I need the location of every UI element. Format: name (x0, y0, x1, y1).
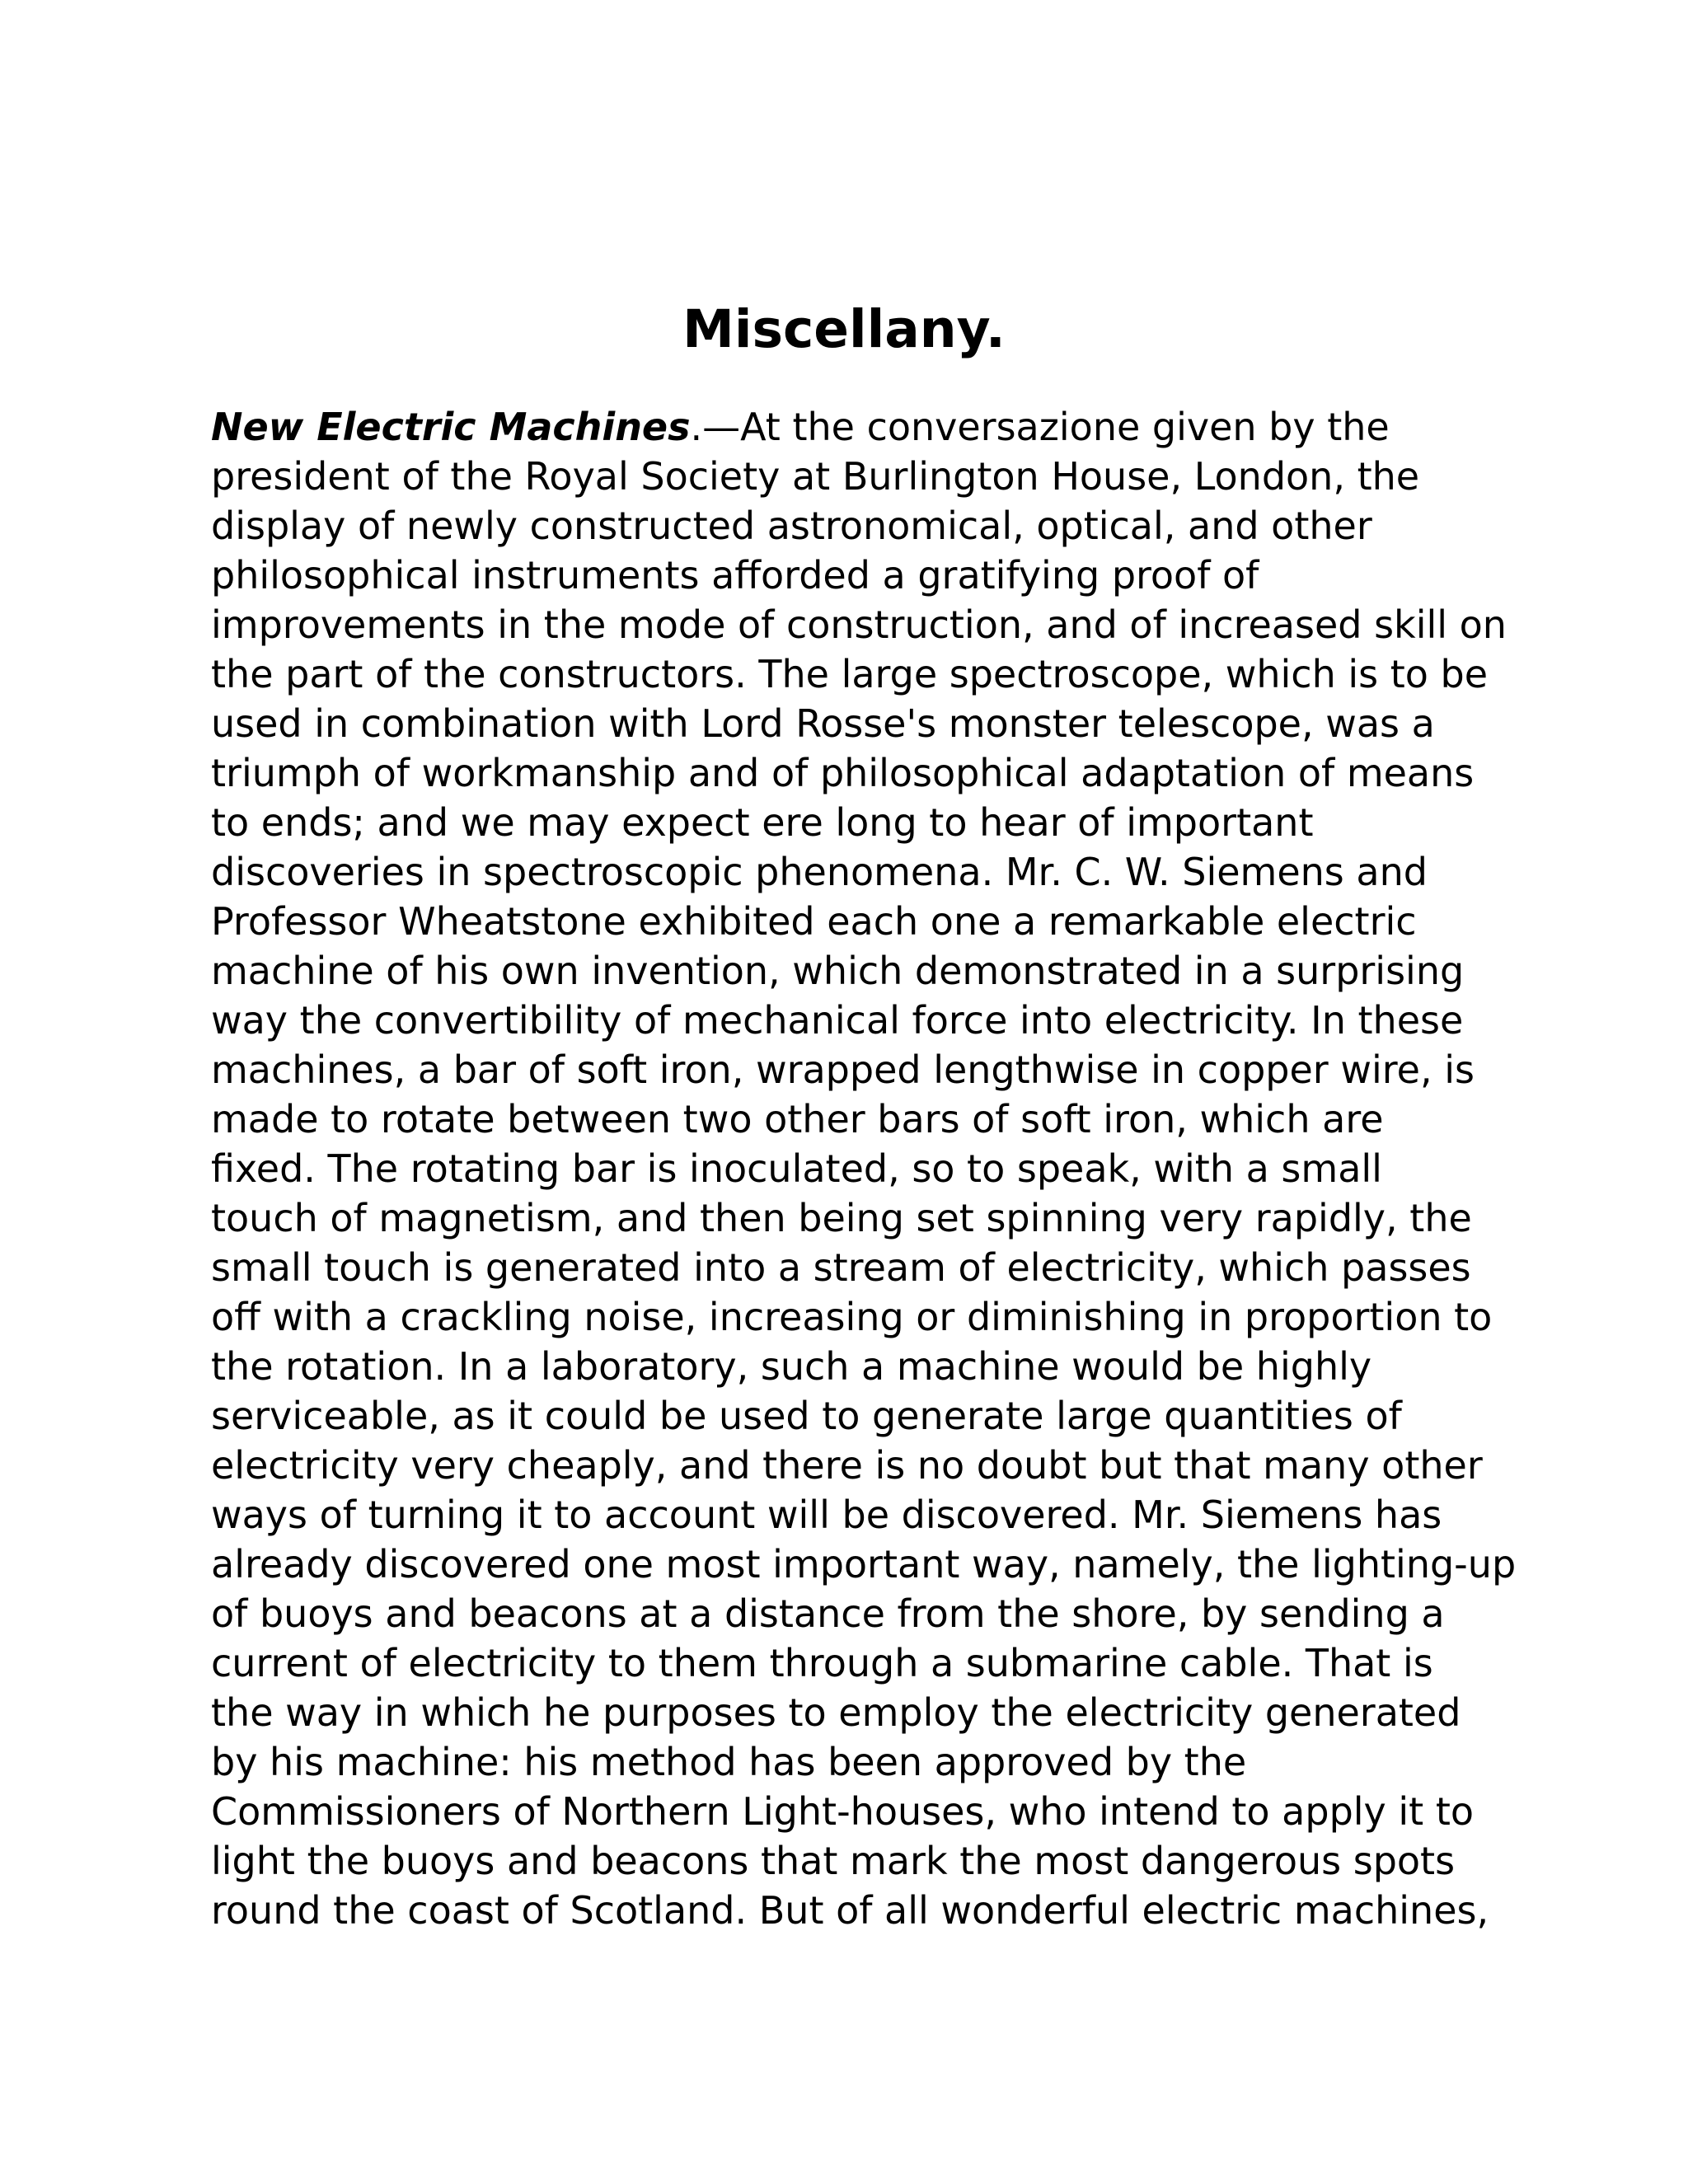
article-line: improvements in the mode of construction, and of increased skill on (211, 602, 1507, 647)
article-line: discoveries in spectroscopic phenomena. Mr. C. W. Siemens and (211, 850, 1428, 894)
article-line: current of electricity to them through a submarine cable. That is (211, 1641, 1433, 1685)
article-line: by his machine: his method has been approved by the (211, 1740, 1247, 1784)
article-line: used in combination with Lord Rosse's monster telescope, was a (211, 701, 1435, 746)
article-line: serviceable, as it could be used to generate large quantities of (211, 1394, 1402, 1438)
article-line: machines, a bar of soft iron, wrapped lengthwise in copper wire, is (211, 1047, 1475, 1092)
article-line: touch of magnetism, and then being set spinning very rapidly, the (211, 1196, 1472, 1240)
article-heading: New Electric Machines (211, 405, 691, 449)
article-line: electricity very cheaply, and there is no doubt but that many other (211, 1443, 1483, 1488)
article-line: president of the Royal Society at Burlington House, London, the (211, 454, 1420, 499)
article-line: philosophical instruments afforded a gratifying proof of (211, 553, 1259, 598)
article-line: triumph of workmanship and of philosophical adaptation of means (211, 751, 1475, 795)
article-line: machine of his own invention, which demonstrated in a surprising (211, 949, 1465, 993)
article-line: to ends; and we may expect ere long to hear of important (211, 800, 1314, 845)
article-line: of buoys and beacons at a distance from the shore, by sending a (211, 1591, 1445, 1636)
article-line: way the convertibility of mechanical force into electricity. In these (211, 998, 1464, 1043)
article-line: the part of the constructors. The large spectroscope, which is to be (211, 652, 1489, 696)
article-line (211, 402, 1497, 452)
article-line: made to rotate between two other bars of soft iron, which are (211, 1097, 1384, 1141)
article-line: display of newly constructed astronomical, optical, and other (211, 504, 1372, 548)
article-line: off with a crackling noise, increasing or diminishing in proportion to (211, 1295, 1493, 1339)
article-line: small touch is generated into a stream of electricity, which passes (211, 1245, 1471, 1290)
article-line: light the buoys and beacons that mark the most dangerous spots (211, 1839, 1456, 1883)
article-line: already discovered one most important way, namely, the lighting-up (211, 1542, 1517, 1586)
article-body (211, 402, 1517, 1935)
article-line: ways of turning it to account will be discovered. Mr. Siemens has (211, 1493, 1442, 1537)
article-line: Commissioners of Northern Light-houses, who intend to apply it to (211, 1789, 1475, 1834)
article-line: Professor Wheatstone exhibited each one a remarkable electric (211, 899, 1417, 944)
article-line: fixed. The rotating bar is inoculated, so to speak, with a small (211, 1146, 1382, 1191)
article-line: the rotation. In a laboratory, such a machine would be highly (211, 1344, 1372, 1389)
article-line: the way in which he purposes to employ the electricity generated (211, 1690, 1461, 1735)
article-line: round the coast of Scotland. But of all wonderful electric machines, (211, 1888, 1489, 1933)
article-first-line-text: .—At the conversazione given by the (690, 405, 1390, 449)
page-title: Miscellany. (682, 299, 1006, 359)
